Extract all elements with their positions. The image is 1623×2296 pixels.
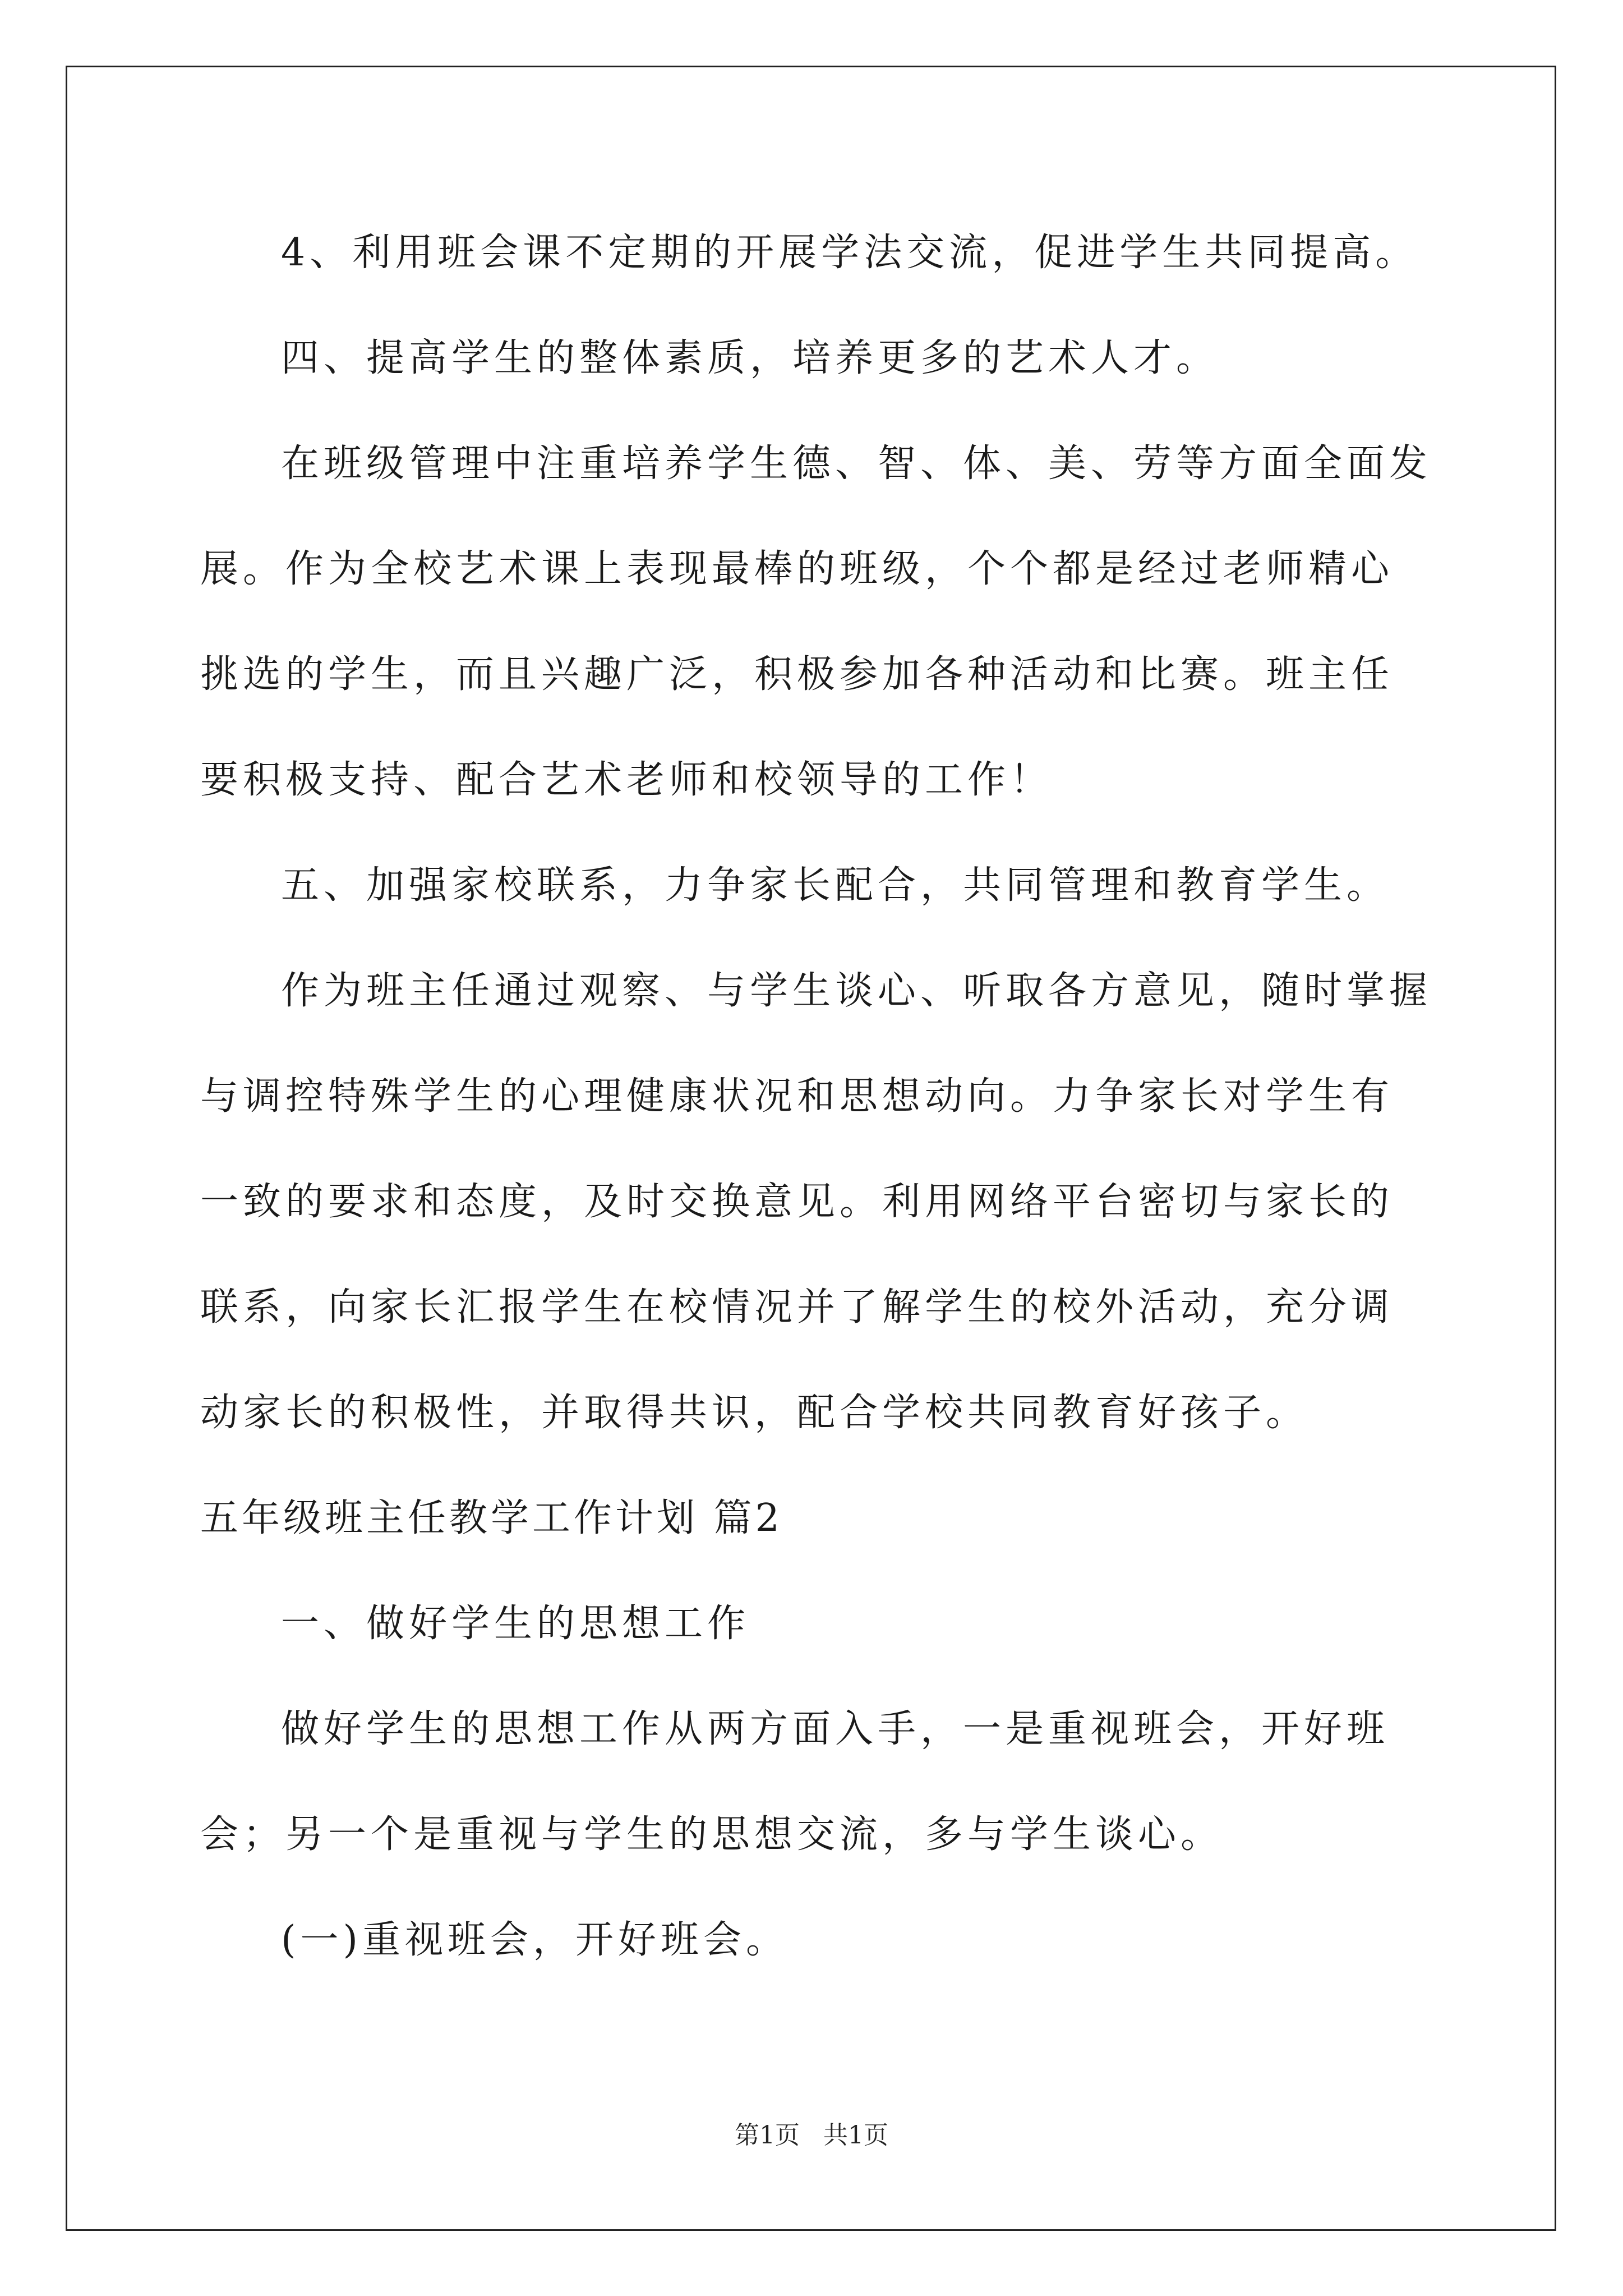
paragraph-section-four-heading: 四、提高学生的整体素质，培养更多的艺术人才。 xyxy=(281,336,1219,380)
paragraph-thought-work-heading: 一、做好学生的思想工作 xyxy=(281,1602,750,1646)
paragraph-class-meeting-heading: (一)重视班会，开好班会。 xyxy=(281,1918,789,1962)
paragraph-study-exchange: 4、利用班会课不定期的开展学法交流，促进学生共同提高。 xyxy=(281,231,1418,275)
section-title-part-2: 五年级班主任教学工作计划 篇2 xyxy=(200,1496,783,1540)
page-footer xyxy=(0,2115,1623,2151)
page-total: 共1页 xyxy=(823,2121,888,2150)
paragraph-section-five-heading: 五、加强家校联系，力争家长配合，共同管理和教育学生。 xyxy=(281,863,1390,908)
page-number: 第1页 xyxy=(735,2121,800,2150)
paragraph-all-round-development: 在班级管理中注重培养学生德、智、体、美、劳等方面全面发展。作为全校艺术课上表现最棒的班级，个个都是经过老师精心挑选的学生，而且兴趣广泛，积极参加各种活动和比赛。班主任要积极支持、配合艺术老师和校领导的工作！ xyxy=(200,441,1432,802)
paragraph-thought-work-approach: 做好学生的思想工作从两方面入手，一是重视班会，开好班会；另一个是重视与学生的思想交流，多与学生谈心。 xyxy=(200,1707,1390,1857)
paragraph-home-school-contact: 作为班主任通过观察、与学生谈心、听取各方意见，随时掌握与调控特殊学生的心理健康状况和思想动向。力争家长对学生有一致的要求和态度，及时交换意见。利用网络平台密切与家长的联系，向家长汇报学生在校情况并了解学生的校外活动，充分调动家长的积极性，并取得共识，配合学校共同教育好孩子。 xyxy=(200,969,1432,1435)
